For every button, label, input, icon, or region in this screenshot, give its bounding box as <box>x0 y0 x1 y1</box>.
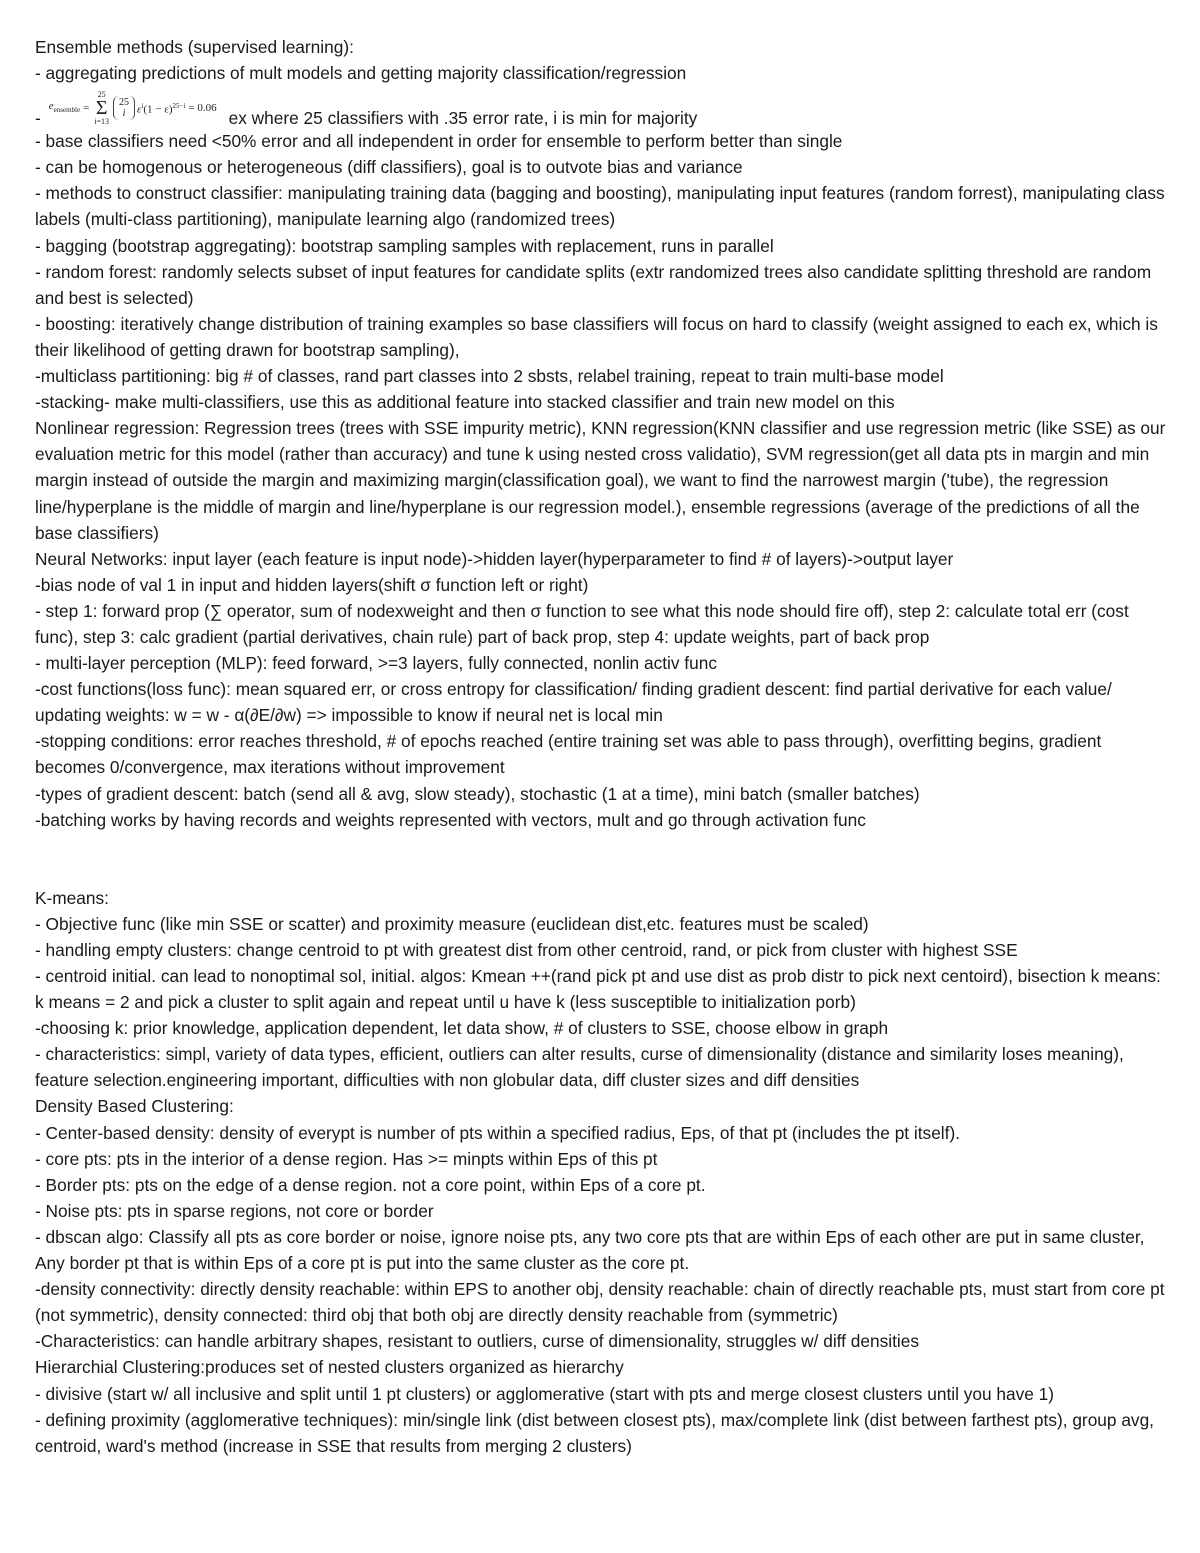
nonlinear-regression-paragraph: Nonlinear regression: Regression trees (trees with SSE impurity metric), KNN regression(KNN classifier and use regression metric (like SSE) as our evaluation metric for this model (rather than accuracy) and tune k using nested cross validatio), SVM regression(get all data pts in margin and min margin instead of outside the margin and maximizing margin(classification goal), we want to find the narrowest margin ('tube), the regression line/hyperplane is the middle of margin and line/hyperplane is our regression model.), ensemble regressions (average of the predictions of all the base classifiers) <box>35 418 1166 543</box>
ensemble-line: -stopping conditions: error reaches threshold, # of epochs reached (entire training set was able to pass through), overfitting begins, gradient becomes 0/convergence, max iterations without improvement <box>35 731 1102 778</box>
ensemble-line: - boosting: iteratively change distribution of training examples so base classifiers will focus on hard to classify (weight assigned to each ex, which is their likelihood of getting drawn for bootstrap sampling), <box>35 313 1158 360</box>
clustering-line: -density connectivity: directly density reachable: within EPS to another obj, density reachable: chain of directly reachable pts, must start from core pt (not symmetric), density connected: third obj that both obj are directly density reachable from (symmetric) <box>35 1279 1165 1326</box>
formula-dash: - <box>35 108 41 129</box>
section-spacer <box>35 833 1170 885</box>
ensemble-line: - can be homogenous or heterogeneous (diff classifiers), goal is to outvote bias and variance <box>35 157 743 178</box>
ensemble-line-aggregating: - aggregating predictions of mult models and getting majority classification/regression <box>35 63 687 84</box>
hierarchical-clustering-heading: Hierarchial Clustering:produces set of nested clusters organized as hierarchy <box>35 1357 624 1378</box>
clustering-line: - Objective func (like min SSE or scatter) and proximity measure (euclidean dist,etc. features must be scaled) <box>35 913 869 934</box>
formula-lhs <box>49 100 80 116</box>
ensemble-line: -types of gradient descent: batch (send all & avg, slow steady), stochastic (1 at a time), mini batch (smaller batches) <box>35 783 920 804</box>
formula-term2-base: (1 − ε) <box>143 104 173 117</box>
ensemble-line: - multi-layer perception (MLP): feed forward, >=3 layers, fully connected, nonlin activ func <box>35 653 717 674</box>
clustering-line: - handling empty clusters: change centroid to pt with greatest dist from other centroid, rand, or pick from cluster with highest SSE <box>35 939 1018 960</box>
formula-sum-top: 25 <box>97 90 106 100</box>
formula-term-exponent: i <box>141 102 144 111</box>
formula-sum-bottom: i=13 <box>94 117 110 127</box>
density-clustering-heading: Density Based Clustering: <box>35 1096 234 1117</box>
clustering-line: - core pts: pts in the interior of a dense region. Has >= minpts within Eps of this pt <box>35 1148 658 1169</box>
ensemble-line: -stacking- make multi-classifiers, use this as additional feature into stacked classifier and train new model on this <box>35 392 895 413</box>
clustering-line: - Border pts: pts on the edge of a dense region. not a core point, within Eps of a core pt. <box>35 1174 706 1195</box>
clustering-line: - centroid initial. can lead to nonoptimal sol, initial. algos: Kmean ++(rand pick pt and use dist as prob distr to pick next centoird), bisection k means: k means = 2 and pick a cluster to split again and repeat until u have k (less susceptible to initialization porb) <box>35 966 1161 1013</box>
formula-term2 <box>143 100 185 116</box>
clustering-line: - divisive (start w/ all inclusive and split until 1 pt clusters) or agglomerative (start with pts and merge closest clusters until you have 1) <box>35 1383 1055 1404</box>
formula-binom-bottom: i <box>122 108 126 120</box>
ensemble-error-formula <box>49 88 217 128</box>
formula-sum-sign: Σ <box>95 97 108 120</box>
formula-term-base: ε <box>137 104 142 117</box>
formula-term2-exponent: 25−i <box>172 102 186 111</box>
neural-networks-heading-line: Neural Networks: input layer (each feature is input node)->hidden layer(hyperparameter to find # of layers)->output layer <box>35 548 954 569</box>
ensemble-heading: Ensemble methods (supervised learning): <box>35 37 354 57</box>
ensemble-line: - base classifiers need <50% error and all independent in order for ensemble to perform better than single <box>35 131 843 152</box>
clustering-line: - Noise pts: pts in sparse regions, not core or border <box>35 1200 434 1221</box>
ensemble-line: -cost functions(loss func): mean squared err, or cross entropy for classification/ finding gradient descent: find partial derivative for each value/ updating weights: w = w - α(∂E/∂w) => impossible to know if neural net is local min <box>35 679 1112 726</box>
ensemble-line: - step 1: forward prop (∑ operator, sum of nodexweight and then σ function to see what this node should fire off), step 2: calculate total err (cost func), step 3: calc gradient (partial derivatives, chain rule) part of back prop, step 4: update weights, part of back prop <box>35 600 1129 647</box>
ensemble-line: - bagging (bootstrap aggregating): bootstrap sampling samples with replacement, runs in parallel <box>35 235 774 256</box>
formula-binom-top: 25 <box>119 97 130 109</box>
clustering-line: - Center-based density: density of everypt is number of pts within a specified radius, Eps, of that pt (includes the pt itself). <box>35 1122 961 1143</box>
ensemble-line: -multiclass partitioning: big # of classes, rand part classes into 2 sbsts, relabel training, repeat to train multi-base model <box>35 366 944 387</box>
formula-lhs-symbol: e <box>48 100 54 113</box>
kmeans-heading: K-means: <box>35 887 109 908</box>
clustering-line: -choosing k: prior knowledge, application dependent, let data show, # of clusters to SSE, choose elbow in graph <box>35 1018 889 1039</box>
ensemble-line: -bias node of val 1 in input and hidden layers(shift σ function left or right) <box>35 574 589 595</box>
formula-result: = 0.06 <box>188 102 217 115</box>
ensemble-section <box>35 34 1170 833</box>
clustering-line: - dbscan algo: Classify all pts as core border or noise, ignore noise pts, any two core pts that are within Eps of each other are put in same cluster, Any border pt that is within Eps of a core pt is put into the same cluster as the core pt. <box>35 1226 1145 1274</box>
clustering-section <box>35 885 1170 1459</box>
formula-lhs-subscript: ensemble <box>53 106 81 115</box>
ensemble-formula-line <box>35 86 1170 128</box>
clustering-line: -Characteristics: can handle arbitrary shapes, resistant to outliers, curse of dimensionality, struggles w/ diff densities <box>35 1331 919 1352</box>
clustering-line: - defining proximity (agglomerative techniques): min/single link (dist between closest pts), max/complete link (dist between farthest pts), group avg, centroid, ward's method (increase in SSE that results from merging 2 clusters) <box>35 1409 1154 1456</box>
clustering-line: - characteristics: simpl, variety of data types, efficient, outliers can alter results, curse of dimensionality (distance and similarity loses meaning), feature selection.engineering important, difficulties with non globular data, diff cluster sizes and diff densities <box>35 1044 1124 1091</box>
formula-binomial <box>113 96 135 120</box>
ensemble-line: - methods to construct classifier: manipulating training data (bagging and boosting), manipulating input features (random forrest), manipulating class labels (multi-class partitioning), manipulate learning algo (randomized trees) <box>35 183 1165 230</box>
ensemble-line: -batching works by having records and weights represented with vectors, mult and go through activation func <box>35 809 866 830</box>
formula-equals: = <box>83 102 90 115</box>
formula-sum <box>94 90 109 126</box>
formula-description: ex where 25 classifiers with .35 error rate, i is min for majority <box>228 108 698 129</box>
ensemble-line: - random forest: randomly selects subset of input features for candidate splits (extr randomized trees also candidate splitting threshold are random and best is selected) <box>35 261 1152 308</box>
